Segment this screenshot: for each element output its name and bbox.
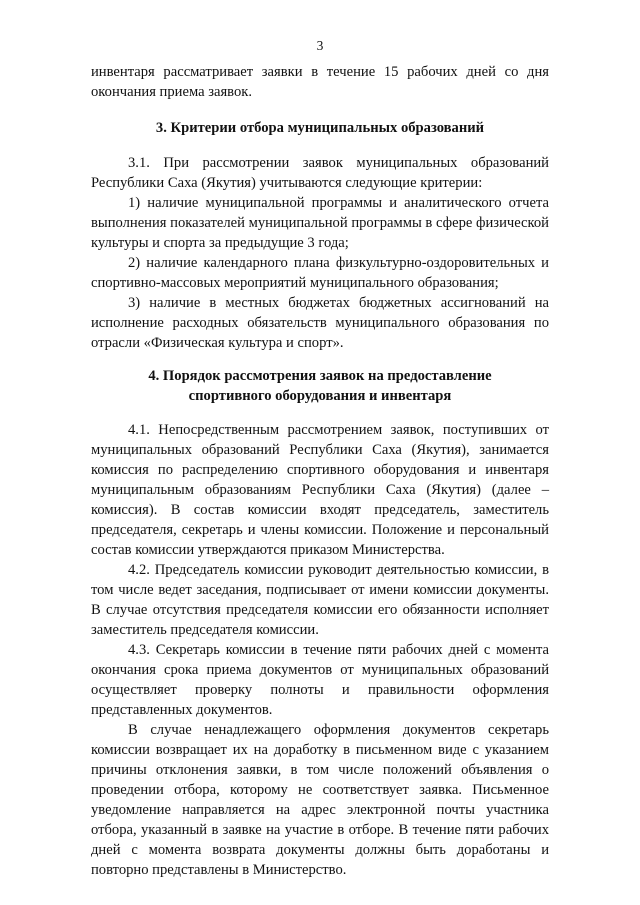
criterion-1: 1) наличие муниципальной программы и аналитического отчета выполнения показателей муниципальной программы в сфере физической культуры и спорта за предыдущие 3 года;: [91, 195, 549, 251]
intro-text: инвентаря рассматривает заявки в течение 15 рабочих дней со дня окончания приема заявок.: [91, 64, 549, 100]
section-3-body: [91, 153, 549, 353]
paragraph-4-3: 4.3. Секретарь комиссии в течение пяти рабочих дней с момента окончания срока приема документов от муниципальных образований осуществляет проверку полноты и правильности оформления представленных документов.: [91, 642, 549, 718]
intro-paragraph: [91, 62, 549, 102]
criterion-2: 2) наличие календарного плана физкультурно-оздоровительных и спортивно-массовых мероприятий муниципального образования;: [91, 255, 549, 291]
section-4-heading-line-1: 4. Порядок рассмотрения заявок на предоставление: [148, 368, 492, 384]
page-number: 3: [316, 38, 324, 53]
section-3-heading-wrap: [91, 118, 549, 138]
paragraph-4-2: 4.2. Председатель комиссии руководит деятельностью комиссии, в том числе ведет заседания, подписывает от имени комиссии документы. В случае отсутствия председателя комиссии его обязанности исполняет заместитель председателя комиссии.: [91, 562, 549, 638]
paragraph-3-1: 3.1. При рассмотрении заявок муниципальных образований Республики Саха (Якутия) учитываются следующие критерии:: [91, 155, 549, 191]
paragraph-4-1: 4.1. Непосредственным рассмотрением заявок, поступивших от муниципальных образований Республики Саха (Якутия), занимается комиссия по распределению спортивного оборудования и инвентаря муниципальным образованиям Республики Саха (Якутия) (далее – комиссия). В состав комиссии входят председатель, заместитель председателя, секретарь и члены комиссии. Положение и персональный состав комиссии утверждаются приказом Министерства.: [91, 422, 549, 558]
section-4-body: [91, 420, 549, 880]
section-4-heading-wrap: [91, 366, 549, 406]
criterion-3: 3) наличие в местных бюджетах бюджетных ассигнований на исполнение расходных обязательств муниципального образования по отрасли «Физическая культура и спорт».: [91, 295, 549, 351]
section-3-heading: 3. Критерии отбора муниципальных образований: [155, 120, 485, 136]
paragraph-4-3-continued: В случае ненадлежащего оформления документов секретарь комиссии возвращает их на доработку в письменном виде с указанием причины отклонения заявки, в том числе положений объявления о проведении отбора, которому не соответствует заявка. Письменное уведомление направляется на адрес электронной почты участника отбора, указанный в заявке на участие в отборе. В течение пяти рабочих дней с момента возврата документы должны быть доработаны и повторно представлены в Министерство.: [91, 722, 549, 878]
section-4-heading-line-2: спортивного оборудования и инвентаря: [188, 388, 452, 404]
